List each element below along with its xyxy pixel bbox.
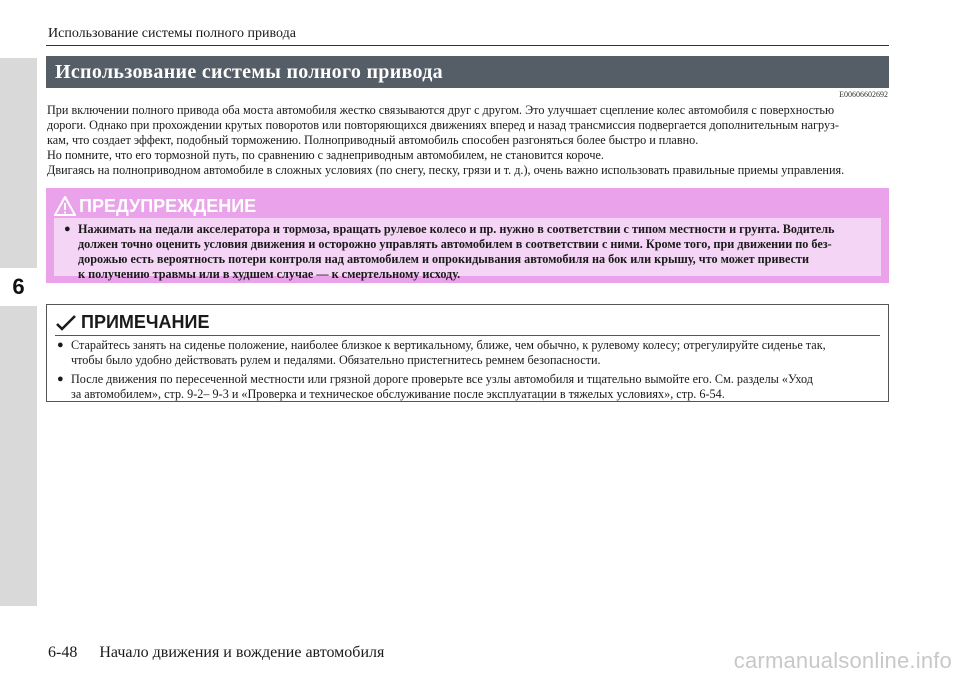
warning-triangle-icon: [54, 196, 76, 216]
warning-line: к получению травмы или в худшем случае — к смертельному исходу.: [78, 267, 461, 281]
body-text: [47, 103, 889, 178]
note-divider: [55, 335, 880, 336]
warning-line: Нажимать на педали акселератора и тормоза, вращать рулевое колесо и пр. нужно в соответствии с типом местности и грунта. Водитель: [78, 222, 835, 236]
warning-line: дорожью есть вероятность потери контроля над автомобилем и опрокидывания автомобиля на бок или крышу, что может привести: [78, 252, 810, 266]
page-number: 6-48: [48, 644, 78, 661]
bullet-icon: ●: [64, 223, 71, 235]
note-line: за автомобилем», стр. 9-2– 9-3 и «Проверка и техническое обслуживание после эксплуатации в тяжелых условиях», стр. 6-54.: [71, 387, 725, 401]
note-box: [46, 304, 889, 402]
warning-content: [54, 218, 881, 281]
footer-section-title: Начало движения и вождение автомобиля: [99, 644, 385, 661]
body-line: Но помните, что его тормозной путь, по сравнению с заднеприводным автомобилем, не становится короче.: [47, 148, 604, 162]
body-line: дороги. Однако при прохождении крутых поворотов или повторяющихся движениях вперед и назад трансмиссия подвергается дополнительным нагруз-: [47, 118, 839, 132]
note-item: [57, 338, 882, 368]
document-code: E00606602692: [839, 90, 888, 99]
note-line: Старайтесь занять на сиденье положение, наиболее близкое к вертикальному, ближе, чем обычно, к рулевому колесу; отрегулируйте сиденье так,: [71, 338, 826, 352]
note-heading: [55, 312, 209, 333]
section-title: Использование системы полного привода: [46, 56, 889, 88]
body-line: Двигаясь на полноприводном автомобиле в сложных условиях (по снегу, песку, грязи и т. д.), очень важно использовать правильные приемы управления.: [47, 163, 845, 177]
page-footer: [48, 644, 384, 662]
chapter-side-tab: [0, 58, 37, 606]
note-content: [57, 338, 882, 406]
note-item: [57, 372, 882, 402]
header-rule: [46, 45, 889, 46]
bullet-icon: ●: [57, 339, 64, 351]
running-header: Использование системы полного привода: [48, 26, 296, 41]
pencil-icon: [55, 314, 77, 332]
warning-heading: [54, 194, 256, 218]
note-heading-text: ПРИМЕЧАНИЕ: [81, 312, 210, 332]
note-line: После движения по пересеченной местности или грязной дороге проверьте все узлы автомобиля и тщательно вымойте его. См. разделы «Уход: [71, 372, 813, 386]
bullet-icon: ●: [57, 373, 64, 385]
warning-heading-text: ПРЕДУПРЕЖДЕНИЕ: [79, 195, 257, 216]
note-line: чтобы было удобно действовать рулем и педалями. Обязательно пристегнитесь ремнем безопасности.: [71, 353, 601, 367]
warning-line: должен точно оценить условия движения и осторожно управлять автомобилем в соответствии с ними. Кроме того, при движении по без-: [78, 237, 832, 251]
warning-item: [64, 222, 875, 282]
watermark: carmanualsonline.info: [733, 648, 952, 673]
body-line: кам, что создает эффект, подобный торможению. Полноприводный автомобиль способен разгоняться более быстро и плавно.: [47, 133, 699, 147]
warning-box: [46, 188, 889, 283]
body-line: При включении полного привода оба моста автомобиля жестко связываются друг с другом. Это улучшает сцепление колес автомобиля с поверхностью: [47, 103, 835, 117]
chapter-number: 6: [0, 268, 37, 306]
